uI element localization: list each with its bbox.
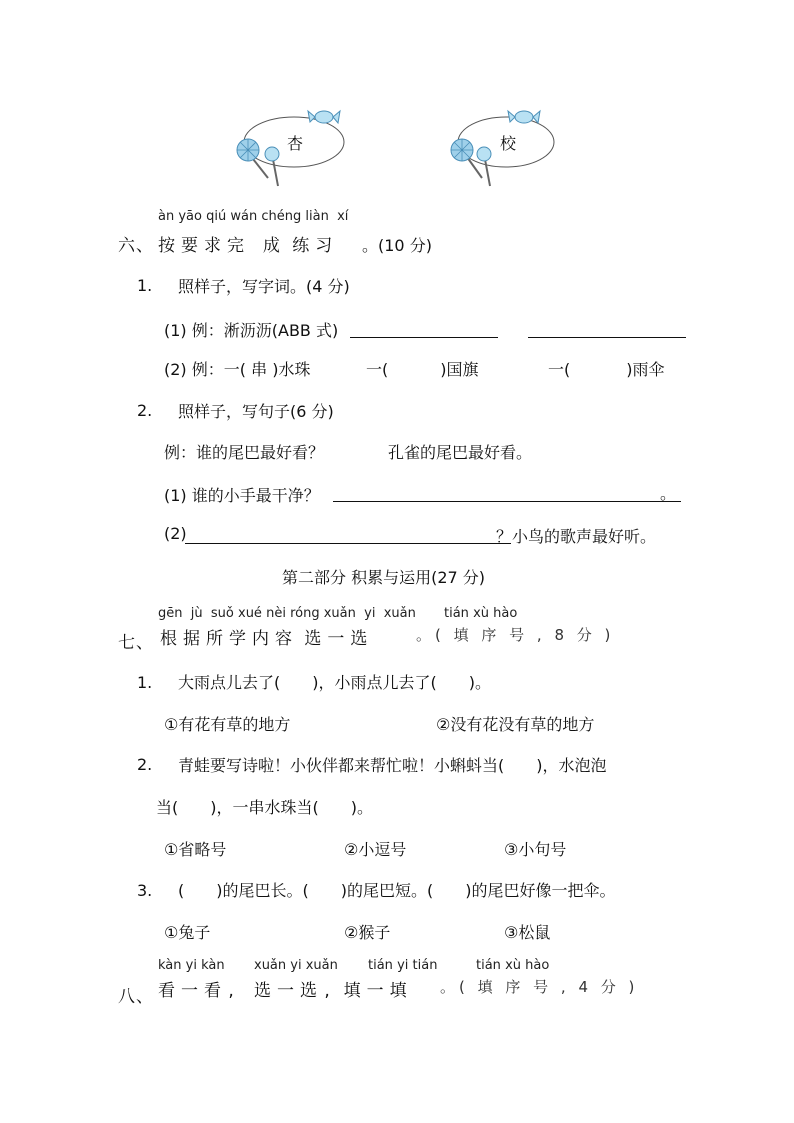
q7-1-number: 1.: [137, 673, 153, 692]
section7-number: 七、: [118, 633, 154, 653]
section7-title: 根据所学内容 选一选: [160, 629, 369, 649]
q6-2-sub1: (1) 谁的小手最干净？: [164, 486, 320, 505]
q6-2-example-question: 例：谁的尾巴最好看？: [164, 443, 325, 462]
section6-pinyin: àn yāo qiú wán chéng liàn xí: [158, 209, 349, 224]
q6-1-sub1: (1) 例：淅沥沥(ABB 式): [164, 321, 339, 340]
answer-blank[interactable]: [350, 337, 498, 338]
q7-3-option-3: ③松鼠: [504, 923, 551, 942]
answer-blank[interactable]: [528, 337, 686, 338]
section6-score: 。(10 分): [362, 236, 432, 255]
q7-3-number: 3.: [137, 881, 153, 900]
q6-1-text: 照样子，写字词。(4 分): [178, 277, 350, 296]
section7-pinyin-tail: tián xù hào: [444, 606, 518, 621]
candy-char-2: 校: [500, 134, 517, 153]
section8-title: 看一看 , 选一选 , 填一填: [158, 981, 408, 1001]
section7-pinyin: gēn jù suǒ xué nèi róng xuǎn yi xuǎn: [158, 606, 416, 621]
q6-2-text: 照样子，写句子(6 分): [178, 402, 334, 421]
q6-2-sub1-end: 。: [660, 484, 677, 503]
q7-2-line2: 当( )，一串水珠当( )。: [156, 798, 373, 817]
section6-title: 按要求完 成 练习: [158, 236, 334, 256]
answer-blank[interactable]: [185, 543, 511, 544]
q6-2-sub2: (2): [164, 524, 187, 543]
candy-char-1: 杏: [287, 134, 304, 153]
section8-score: 。( 填 序 号 , 4 分 ): [440, 978, 639, 996]
q7-2-option-1: ①省略号: [164, 840, 227, 859]
q7-3-option-2: ②猴子: [344, 923, 391, 942]
q6-1-number: 1.: [137, 276, 153, 295]
section7-score: 。( 填 序 号 , 8 分 ): [416, 626, 615, 644]
section8-number: 八、: [118, 987, 154, 1007]
q7-2-option-2: ②小逗号: [344, 840, 407, 859]
q7-3-text: ( )的尾巴长。( )的尾巴短。( )的尾巴好像一把伞。: [178, 881, 616, 900]
q7-2-line1: 青蛙要写诗啦！小伙伴都来帮忙啦！小蝌蚪当( )，水泡泡: [178, 756, 607, 775]
q7-2-option-3: ③小句号: [504, 840, 567, 859]
q6-2-sub2-end: ？小鸟的歌声最好听。: [496, 527, 657, 546]
q6-1-blank-b[interactable]: 一( )雨伞: [548, 360, 665, 379]
answer-blank[interactable]: [333, 501, 681, 502]
section8-pinyin-3: tián yi tián: [368, 958, 438, 973]
section6-number: 六、: [118, 236, 154, 256]
q6-2-example-answer: 孔雀的尾巴最好看。: [388, 443, 533, 462]
section8-pinyin: kàn yi kàn: [158, 958, 225, 973]
q6-1-blank-a[interactable]: 一( )国旗: [366, 360, 479, 379]
section8-pinyin-2: xuǎn yi xuǎn: [254, 958, 338, 973]
q7-2-number: 2.: [137, 755, 153, 774]
q6-1-sub2: (2) 例：一( 串 )水珠: [164, 360, 311, 379]
part2-title: 第二部分 积累与运用(27 分): [282, 568, 486, 587]
q7-1-text: 大雨点儿去了( )，小雨点儿去了( )。: [178, 673, 491, 692]
q7-1-option-1: ①有花有草的地方: [164, 715, 291, 734]
section8-pinyin-4: tián xù hào: [476, 958, 550, 973]
q6-2-number: 2.: [137, 401, 153, 420]
q7-1-option-2: ②没有花没有草的地方: [436, 715, 595, 734]
q7-3-option-1: ①兔子: [164, 923, 211, 942]
